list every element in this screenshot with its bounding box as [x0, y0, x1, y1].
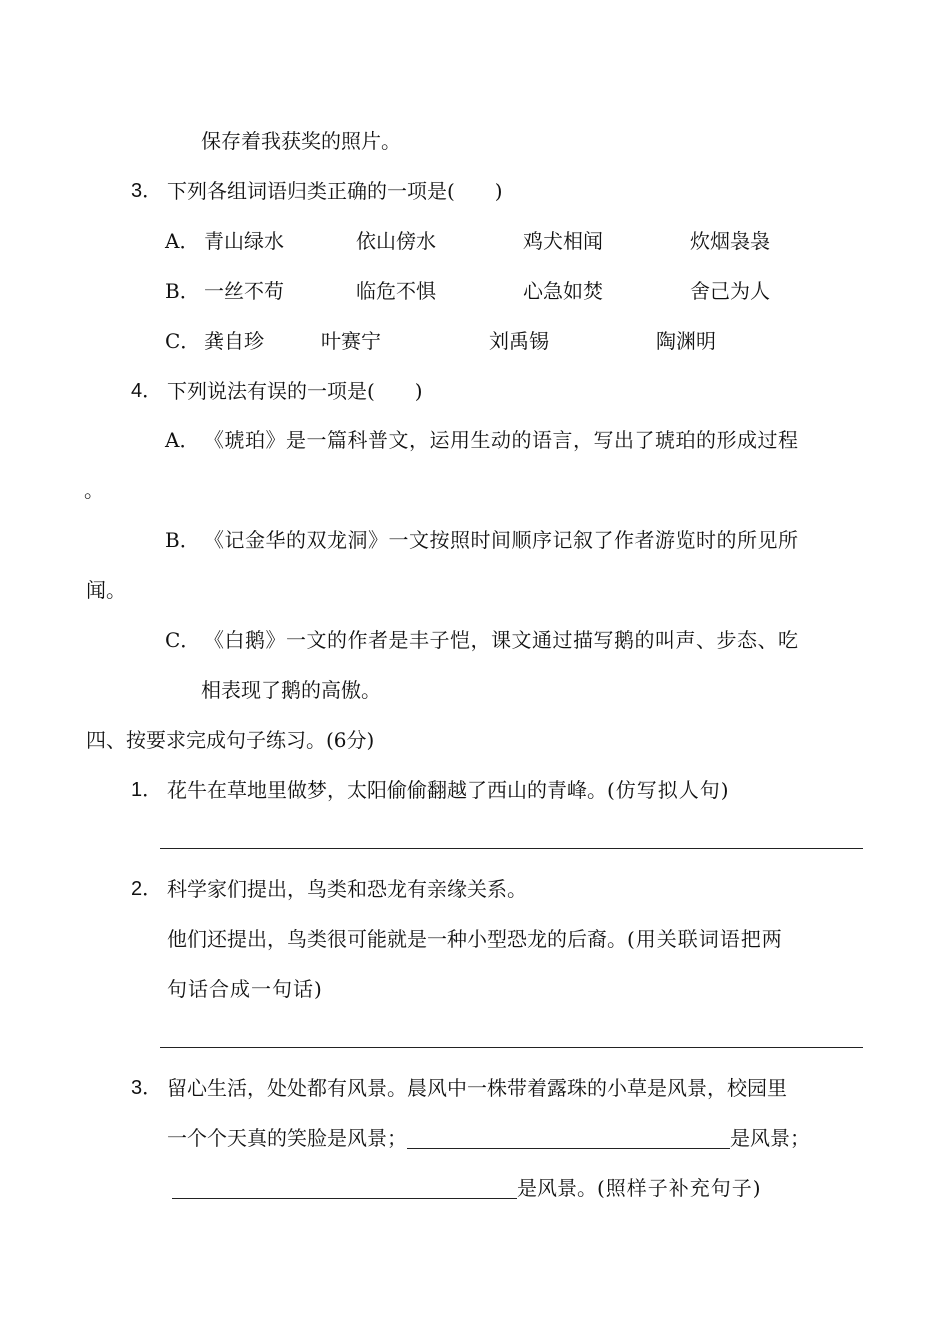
option-a-word-1: 青山绿水	[204, 229, 284, 253]
section-title: 四、按要求完成句子练习。(6分)	[86, 728, 375, 752]
q4-option-a-label: A．	[165, 428, 200, 452]
option-a-label: A．	[165, 229, 200, 253]
q4-option-a-text: 《琥珀》是一篇科普文，运用生动的语言，写出了琥珀的形成过程	[204, 428, 799, 452]
option-a-word-3: 鸡犬相闻	[523, 229, 603, 253]
answer-line-2[interactable]	[160, 1047, 863, 1048]
s4-item-3-hint: (照样子补充句子)	[597, 1176, 762, 1200]
option-c-label: C．	[165, 329, 201, 353]
option-b-word-4: 舍己为人	[690, 279, 770, 303]
q4-option-a-text-cont: 。	[84, 478, 104, 502]
fill-blank-2[interactable]	[172, 1178, 517, 1199]
question-3-number: 3．	[131, 180, 163, 202]
s4-item-1-text	[167, 777, 730, 803]
s4-item-2-line2	[167, 926, 783, 952]
option-c-word-4: 陶渊明	[656, 329, 716, 353]
s4-item-2-sentence-2: 他们还提出，鸟类很可能就是一种小型恐龙的后裔。	[167, 927, 627, 951]
option-a-word-4: 炊烟袅袅	[690, 229, 770, 253]
question-4-stem: 下列说法有误的一项是( )	[167, 379, 423, 403]
answer-line-1[interactable]	[160, 848, 863, 849]
q4-option-b-text-cont: 闻。	[86, 578, 126, 602]
s4-item-2-hint-cont: 句话合成一句话)	[167, 977, 323, 1001]
s4-item-1-number: 1．	[131, 779, 163, 801]
question-3-stem: 下列各组词语归类正确的一项是( )	[167, 179, 503, 203]
s4-item-3-number: 3．	[131, 1077, 163, 1099]
q4-option-b-label: B．	[165, 528, 200, 552]
option-c-word-3: 刘禹锡	[489, 329, 549, 353]
option-a-word-2: 依山傍水	[356, 229, 436, 253]
option-b-label: B．	[165, 279, 200, 303]
option-c-word-2: 叶赛宁	[321, 329, 381, 353]
q4-option-c-text: 《白鹅》一文的作者是丰子恺，课文通过描写鹅的叫声、步态、吃	[204, 628, 799, 652]
s4-item-2-text: 科学家们提出，鸟类和恐龙有亲缘关系。	[167, 877, 527, 901]
q4-option-c-text-cont: 相表现了鹅的高傲。	[201, 678, 381, 702]
s4-item-2-hint: (用关联词语把两	[627, 927, 783, 951]
fill-blank-1[interactable]	[407, 1128, 730, 1149]
question-4-number: 4．	[131, 380, 163, 402]
s4-item-3-line2	[167, 1125, 810, 1151]
s4-item-1-hint: (仿写拟人句)	[607, 778, 730, 802]
q4-option-c-label: C．	[165, 628, 201, 652]
option-b-word-3: 心急如焚	[523, 279, 603, 303]
s4-item-3-line3	[172, 1175, 762, 1201]
previous-item-tail: 保存着我获奖的照片。	[201, 129, 401, 153]
s4-item-3-text: 留心生活，处处都有风景。晨风中一株带着露珠的小草是风景，校园里	[167, 1076, 787, 1100]
s4-item-3-suffix-2: 是风景。	[517, 1176, 597, 1200]
s4-item-2-number: 2．	[131, 878, 163, 900]
s4-item-1-sentence: 花牛在草地里做梦，太阳偷偷翻越了西山的青峰。	[167, 778, 607, 802]
option-b-word-2: 临危不惧	[356, 279, 436, 303]
option-b-word-1: 一丝不苟	[204, 279, 284, 303]
s4-item-3-suffix-1: 是风景；	[730, 1126, 810, 1150]
q4-option-b-text: 《记金华的双龙洞》一文按照时间顺序记叙了作者游览时的所见所	[204, 528, 799, 552]
s4-item-3-prefix: 一个个天真的笑脸是风景；	[167, 1126, 407, 1150]
option-c-word-1: 龚自珍	[204, 329, 264, 353]
